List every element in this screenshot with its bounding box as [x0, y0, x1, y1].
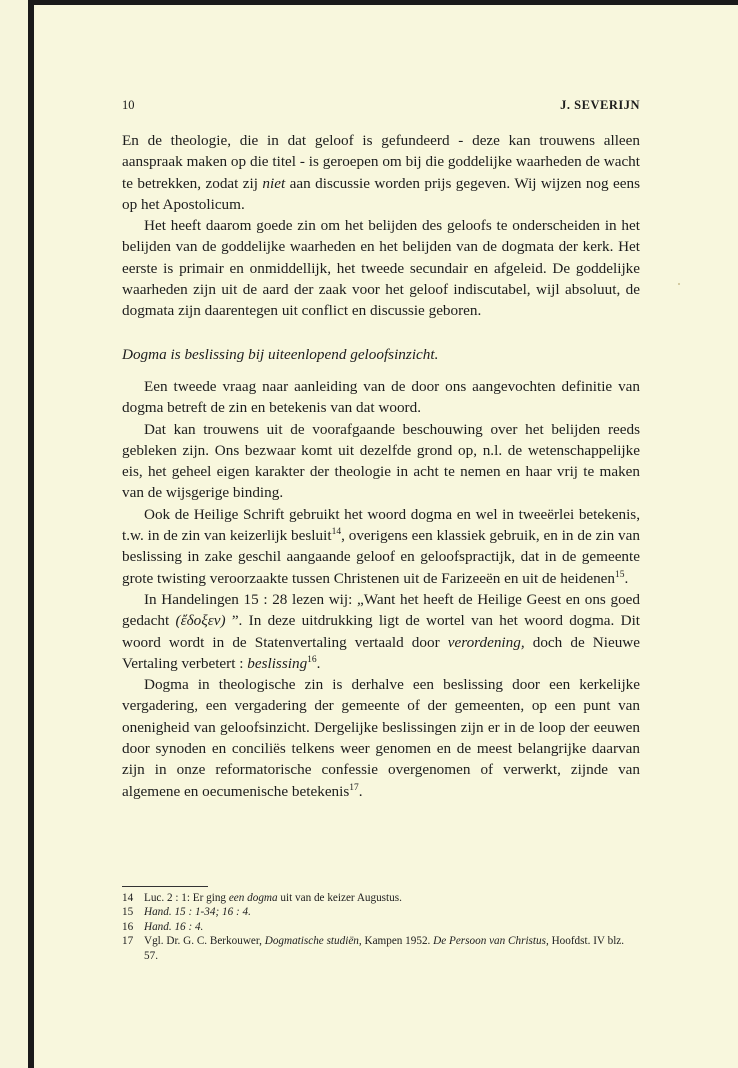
paragraph-5: Ook de Heilige Schrift gebruikt het woord dogma en wel in tweeërlei betekenis, t.w. in de zin van keizerlijk besluit$^{14}$, overigens een klassiek gebruik, en in de zin van beslissing in zake geschil aangaande geloof en geloofspractijk, dat in de gemeente grote twisting veroorzaakte tussen Christenen uit de Farizeeën en uit de heidenen$^{15}$.	[122, 505, 640, 587]
footnote-ref-16: 16	[307, 654, 317, 665]
body-text	[122, 130, 640, 802]
footnote-15: 15 Hand. 15 : 1-34; 16 : 4.	[122, 906, 251, 919]
footnote-separator	[122, 886, 208, 887]
footnotes	[122, 891, 640, 963]
footnote-17: 17 Vgl. Dr. G. C. Berkouwer, Dogmatische studiën, Kampen 1952. De Persoon van Christus, Hoofdst. IV blz. 57.	[122, 935, 625, 962]
running-head: J. SEVERIJN	[560, 98, 640, 112]
paragraph-2: Het heeft daarom goede zin om het belijden des geloofs te onderscheiden in het belijden van de goddelijke waarheden en het belijden van de dogmata der kerk. Het eerste is primair en onmiddellijk, het tweede secundair en afgeleid. De goddelijke waarheden zijn uit de aard der zaak voor het geloof indiscutabel, wijl absoluut, de dogmata zijn daarentegen uit conflict en discussie geboren.	[122, 217, 640, 320]
page-header	[122, 98, 640, 118]
paragraph-7: Dogma in theologische zin is derhalve een beslissing door een kerkelijke vergadering, een vergadering der gemeente of der gemeenten, op een punt van onenigheid van geloofsinzicht. Dergelijke beslissingen zijn er in de loop der eeuwen door synoden en conciliës telkens weer genomen en de meest belangrijke daarvan zijn in onze reformatorische confessie overgenomen of verwerkt, zijnde van algemene en oecumenische betekenis$^{17}$.	[122, 676, 640, 800]
footnote-ref-15: 15	[615, 569, 625, 580]
footnote-14: 14 Luc. 2 : 1: Er ging een dogma uit van de keizer Augustus.	[122, 892, 402, 904]
paragraph-4: Dat kan trouwens uit de voorafgaande beschouwing over het belijden reeds gebleken zijn. Ons bezwaar komt uit dezelfde grond op, n.l. de wetenschappelijke eis, het geheel eigen karakter der theologie in acht te nemen en haar vrij te maken van de wijsgerige binding.	[122, 420, 640, 502]
footnote-ref-17: 17	[349, 782, 359, 793]
footnote-ref-14: 14	[331, 526, 342, 537]
paper-speck	[678, 283, 680, 285]
section-subheading: Dogma is beslissing bij uiteenlopend geloofsinzicht.	[122, 345, 439, 363]
paragraph-6: In Handelingen 15 : 28 lezen wij: „Want het heeft de Heilige Geest en ons goed gedacht (ἔδοξεν) ”. In deze uitdrukking ligt de wortel van het woord dogma. Dit woord wordt in de Statenvertaling vertaald door verordening, doch de Nieuwe Vertaling verbetert : beslissing$^{16}$.	[122, 590, 641, 672]
scan-edge-left	[28, 0, 34, 1068]
paragraph-1: En de theologie, die in dat geloof is gefundeerd - deze kan trouwens alleen aanspraak maken op die titel - is geroepen om bij die goddelijke waarheden de wacht te betrekken, zodat zij niet aan discussie worden prijs gegeven. Wij wijzen nog eens op het Apostolicum.	[122, 132, 641, 213]
page-number: 10	[122, 98, 135, 112]
footnote-16: 16 Hand. 16 : 4.	[122, 920, 204, 933]
paragraph-3: Een tweede vraag naar aanleiding van de door ons aangevochten definitie van dogma betreft de zin en betekenis van dat woord.	[122, 377, 640, 417]
